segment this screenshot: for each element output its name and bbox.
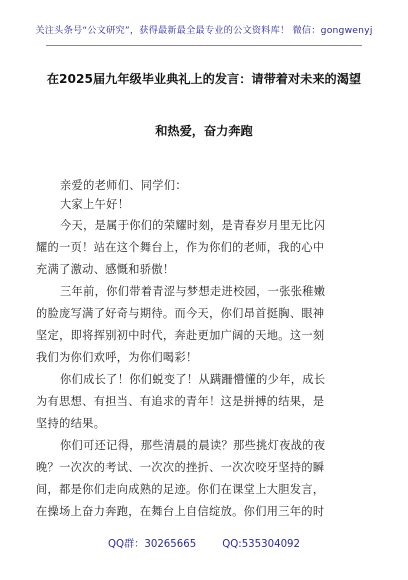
body-line: 今天，是属于你们的荣耀时刻，是青春岁月里无比闪	[60, 219, 326, 232]
body-line: 大家上午好！	[60, 198, 130, 211]
body-line: 耀的一页！站在这个舞台上，作为你们的老师，我的心中	[36, 241, 325, 254]
body-line: 充满了激动、感慨和骄傲！	[36, 263, 175, 276]
document-title-line-1: 在2025届九年级毕业典礼上的发言：请带着对未来的渴望	[46, 72, 362, 86]
header-divider	[46, 45, 362, 46]
footer-qq-group: QQ群：30265665	[107, 539, 197, 550]
body-line: 你们可还记得，那些清晨的晨读？那些挑灯夜战的夜	[60, 439, 326, 452]
body-line: 我们为你们欢呼，为你们喝彩！	[36, 351, 198, 364]
header-note: 关注头条号“公文研究”，获得最新最全最专业的公文资料库！ 微信：gongwenyj	[35, 25, 373, 36]
body-line: 为有思想、有担当、有追求的青年！这是拼搏的结果，是	[36, 395, 325, 408]
body-line: 亲爱的老师们、同学们：	[60, 179, 187, 192]
body-line: 间，都是你们走向成熟的足迹。你们在课堂上大胆发言，	[36, 483, 325, 496]
body-line: 的脸庞写满了好奇与期待。而今天，你们昂首挺胸、眼神	[36, 307, 325, 320]
body-line: 你们成长了！你们蜕变了！从蹒跚懵懂的少年，成长	[60, 373, 326, 386]
body-line: 坚持的结果。	[36, 417, 106, 430]
body-line: 三年前，你们带着青涩与梦想走进校园，一张张稚嫩	[60, 285, 326, 298]
body-line: 坚定，即将挥别初中时代，奔赴更加广阔的天地。这一刻	[36, 329, 325, 342]
footer-qq: QQ:535304092	[222, 539, 301, 550]
body-line: 在操场上奋力奔跑，在舞台上自信绽放。你们用三年的时	[36, 505, 325, 518]
body-line: 晚？一次次的考试、一次次的挫折、一次次咬牙坚持的瞬	[36, 461, 325, 474]
page-footer	[0, 535, 408, 550]
document-title-line-2: 和热爱，奋力奔跑	[155, 124, 253, 138]
